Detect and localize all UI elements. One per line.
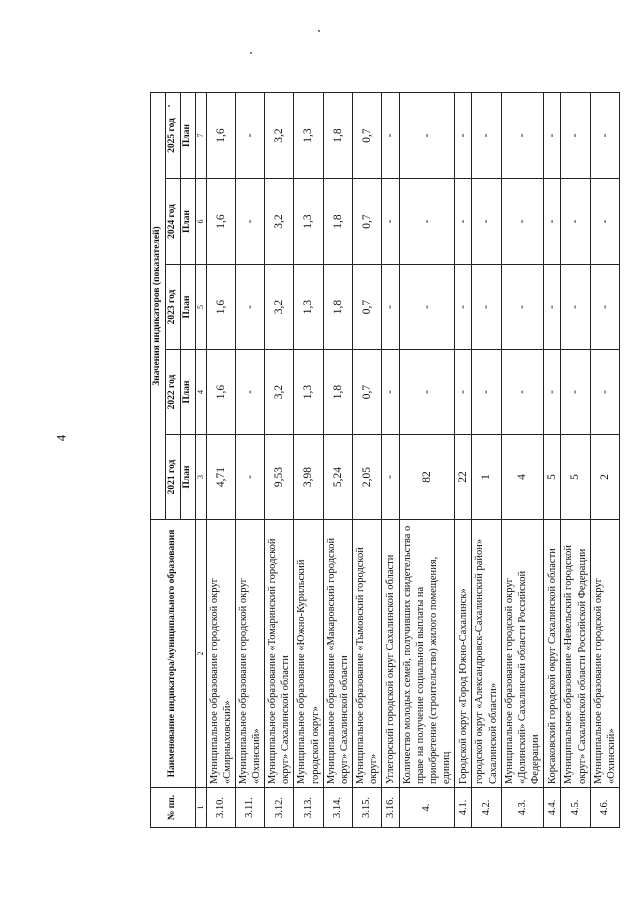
row-name: Муниципальное образование «Южно-Курильский городской округ»: [294, 520, 323, 788]
row-name: Муниципальное образование городской округ «Охинский»: [590, 520, 619, 788]
row-value: -: [235, 179, 264, 265]
header-plan: План: [180, 179, 195, 265]
row-name: Муниципальное образование городской округ «Охинский»: [235, 520, 264, 788]
table-row: [399, 93, 455, 828]
table-row: [561, 93, 590, 828]
header-plan: План: [180, 265, 195, 350]
table-row: [382, 93, 399, 828]
row-value: 1,8: [323, 93, 352, 179]
row-value: -: [399, 179, 455, 265]
header-num: № пп.: [151, 788, 196, 828]
row-value: 82: [399, 435, 455, 520]
row-value: 1,6: [206, 350, 235, 435]
header-name: Наименование индикатора/муниципального образования: [151, 520, 196, 788]
table-row: [265, 93, 294, 828]
rotated-table-wrapper: [150, 93, 617, 828]
row-value: 0,7: [352, 350, 381, 435]
row-value: -: [455, 265, 472, 350]
row-number: 3.11.: [235, 788, 264, 828]
row-value: -: [590, 179, 619, 265]
row-value: 3,98: [294, 435, 323, 520]
row-value: 4,71: [206, 435, 235, 520]
row-value: 1,8: [323, 179, 352, 265]
row-value: 3,2: [265, 350, 294, 435]
row-value: 1,8: [323, 350, 352, 435]
row-name: Корсаковский городской округ Сахалинской области: [544, 520, 561, 788]
row-number: 3.10.: [206, 788, 235, 828]
row-value: 9,53: [265, 435, 294, 520]
table-row: [590, 93, 619, 828]
row-value: -: [472, 179, 501, 265]
row-value: -: [399, 265, 455, 350]
row-value: -: [235, 265, 264, 350]
row-value: 1,3: [294, 179, 323, 265]
row-name: Количество молодых семей, получивших свидетельства о праве на получение социальной выплаты на приобретение (строительство) жилого помещения, единиц: [399, 520, 455, 788]
row-name: Муниципальное образование «Тымовский городской округ»: [352, 520, 381, 788]
row-value: 0,7: [352, 93, 381, 179]
table-row: [323, 93, 352, 828]
row-value: -: [590, 93, 619, 179]
scan-speck: [318, 30, 320, 32]
row-name: Углегорский городской округ Сахалинской области: [382, 520, 399, 788]
table-row: [472, 93, 501, 828]
header-year: 2022 год: [165, 350, 180, 435]
row-value: 1,3: [294, 93, 323, 179]
row-number: 4.6.: [590, 788, 619, 828]
row-value: -: [561, 350, 590, 435]
row-name: Городской округ «Город Южно-Сахалинск»: [455, 520, 472, 788]
row-value: 4: [501, 435, 543, 520]
table-row: [294, 93, 323, 828]
row-value: -: [561, 93, 590, 179]
header-year: 2021 год: [165, 435, 180, 520]
row-value: -: [472, 350, 501, 435]
row-value: 1,6: [206, 265, 235, 350]
row-value: -: [472, 265, 501, 350]
row-value: -: [235, 93, 264, 179]
row-value: -: [235, 350, 264, 435]
row-name: Муниципальное образование городской округ «Долинский» Сахалинской области Российской Федерации: [501, 520, 543, 788]
row-number: 3.16.: [382, 788, 399, 828]
column-number: 1: [195, 788, 206, 828]
row-value: -: [399, 350, 455, 435]
page-number: 4: [53, 434, 69, 442]
scan-speck: [250, 52, 252, 54]
row-value: 2,05: [352, 435, 381, 520]
row-value: -: [455, 93, 472, 179]
row-value: -: [399, 93, 455, 179]
header-plan: План: [180, 350, 195, 435]
row-value: -: [544, 265, 561, 350]
row-value: -: [382, 93, 399, 179]
column-number: 6: [195, 179, 206, 265]
row-value: -: [382, 435, 399, 520]
header-year: 2024 год: [165, 179, 180, 265]
row-value: 1,3: [294, 265, 323, 350]
column-number-row: [195, 93, 206, 828]
row-number: 4.: [399, 788, 455, 828]
table-body: [206, 93, 619, 828]
row-value: 0,7: [352, 265, 381, 350]
row-value: -: [544, 93, 561, 179]
table-row: [352, 93, 381, 828]
indicator-table: [150, 92, 620, 828]
row-value: -: [544, 179, 561, 265]
header-values-group: Значения индикаторов (показателей): [151, 93, 166, 520]
row-value: -: [382, 265, 399, 350]
row-value: 1,6: [206, 179, 235, 265]
row-value: 1,6: [206, 93, 235, 179]
header-plan: План: [180, 93, 195, 179]
column-number: 7: [195, 93, 206, 179]
row-value: -: [501, 93, 543, 179]
table-row: [501, 93, 543, 828]
header-plan: План: [180, 435, 195, 520]
row-value: -: [590, 265, 619, 350]
row-value: -: [590, 350, 619, 435]
row-value: 0,7: [352, 179, 381, 265]
row-number: 4.5.: [561, 788, 590, 828]
scan-speck: [168, 105, 170, 107]
row-value: 5,24: [323, 435, 352, 520]
table-row: [455, 93, 472, 828]
row-number: 3.12.: [265, 788, 294, 828]
row-number: 4.3.: [501, 788, 543, 828]
row-number: 4.4.: [544, 788, 561, 828]
row-value: 3,2: [265, 93, 294, 179]
column-number: 3: [195, 435, 206, 520]
row-value: 2: [590, 435, 619, 520]
row-name: городской округ «Александровск-Сахалинский район» Сахалинской области»: [472, 520, 501, 788]
row-number: 3.14.: [323, 788, 352, 828]
row-value: -: [382, 350, 399, 435]
row-value: 5: [561, 435, 590, 520]
column-number: 2: [195, 520, 206, 788]
row-number: 3.15.: [352, 788, 381, 828]
row-value: 3,2: [265, 179, 294, 265]
row-value: -: [501, 350, 543, 435]
row-value: -: [235, 435, 264, 520]
row-value: -: [561, 265, 590, 350]
row-name: Муниципальное образование городской округ «Смирныховский»: [206, 520, 235, 788]
row-value: 1,3: [294, 350, 323, 435]
row-number: 3.13.: [294, 788, 323, 828]
row-value: 1: [472, 435, 501, 520]
table-row: [206, 93, 235, 828]
row-value: -: [544, 350, 561, 435]
row-value: 1,8: [323, 265, 352, 350]
row-value: -: [501, 265, 543, 350]
row-value: -: [455, 179, 472, 265]
row-number: 4.2.: [472, 788, 501, 828]
row-name: Муниципальное образование «Томаринский городской округ» Сахалинской области: [265, 520, 294, 788]
row-value: -: [501, 179, 543, 265]
row-number: 4.1.: [455, 788, 472, 828]
row-name: Муниципальное образование «Макаровский городской округ» Сахалинской области: [323, 520, 352, 788]
column-number: 5: [195, 265, 206, 350]
row-value: 3,2: [265, 265, 294, 350]
row-value: -: [455, 350, 472, 435]
column-number: 4: [195, 350, 206, 435]
row-value: 5: [544, 435, 561, 520]
table-row: [544, 93, 561, 828]
row-name: Муниципальное образование «Невельский городской округ» Сахалинской области Российской Федерации: [561, 520, 590, 788]
row-value: -: [561, 179, 590, 265]
row-value: -: [382, 179, 399, 265]
row-value: -: [472, 93, 501, 179]
row-value: 22: [455, 435, 472, 520]
header-year: 2025 год: [165, 93, 180, 179]
header-year: 2023 год: [165, 265, 180, 350]
table-row: [235, 93, 264, 828]
